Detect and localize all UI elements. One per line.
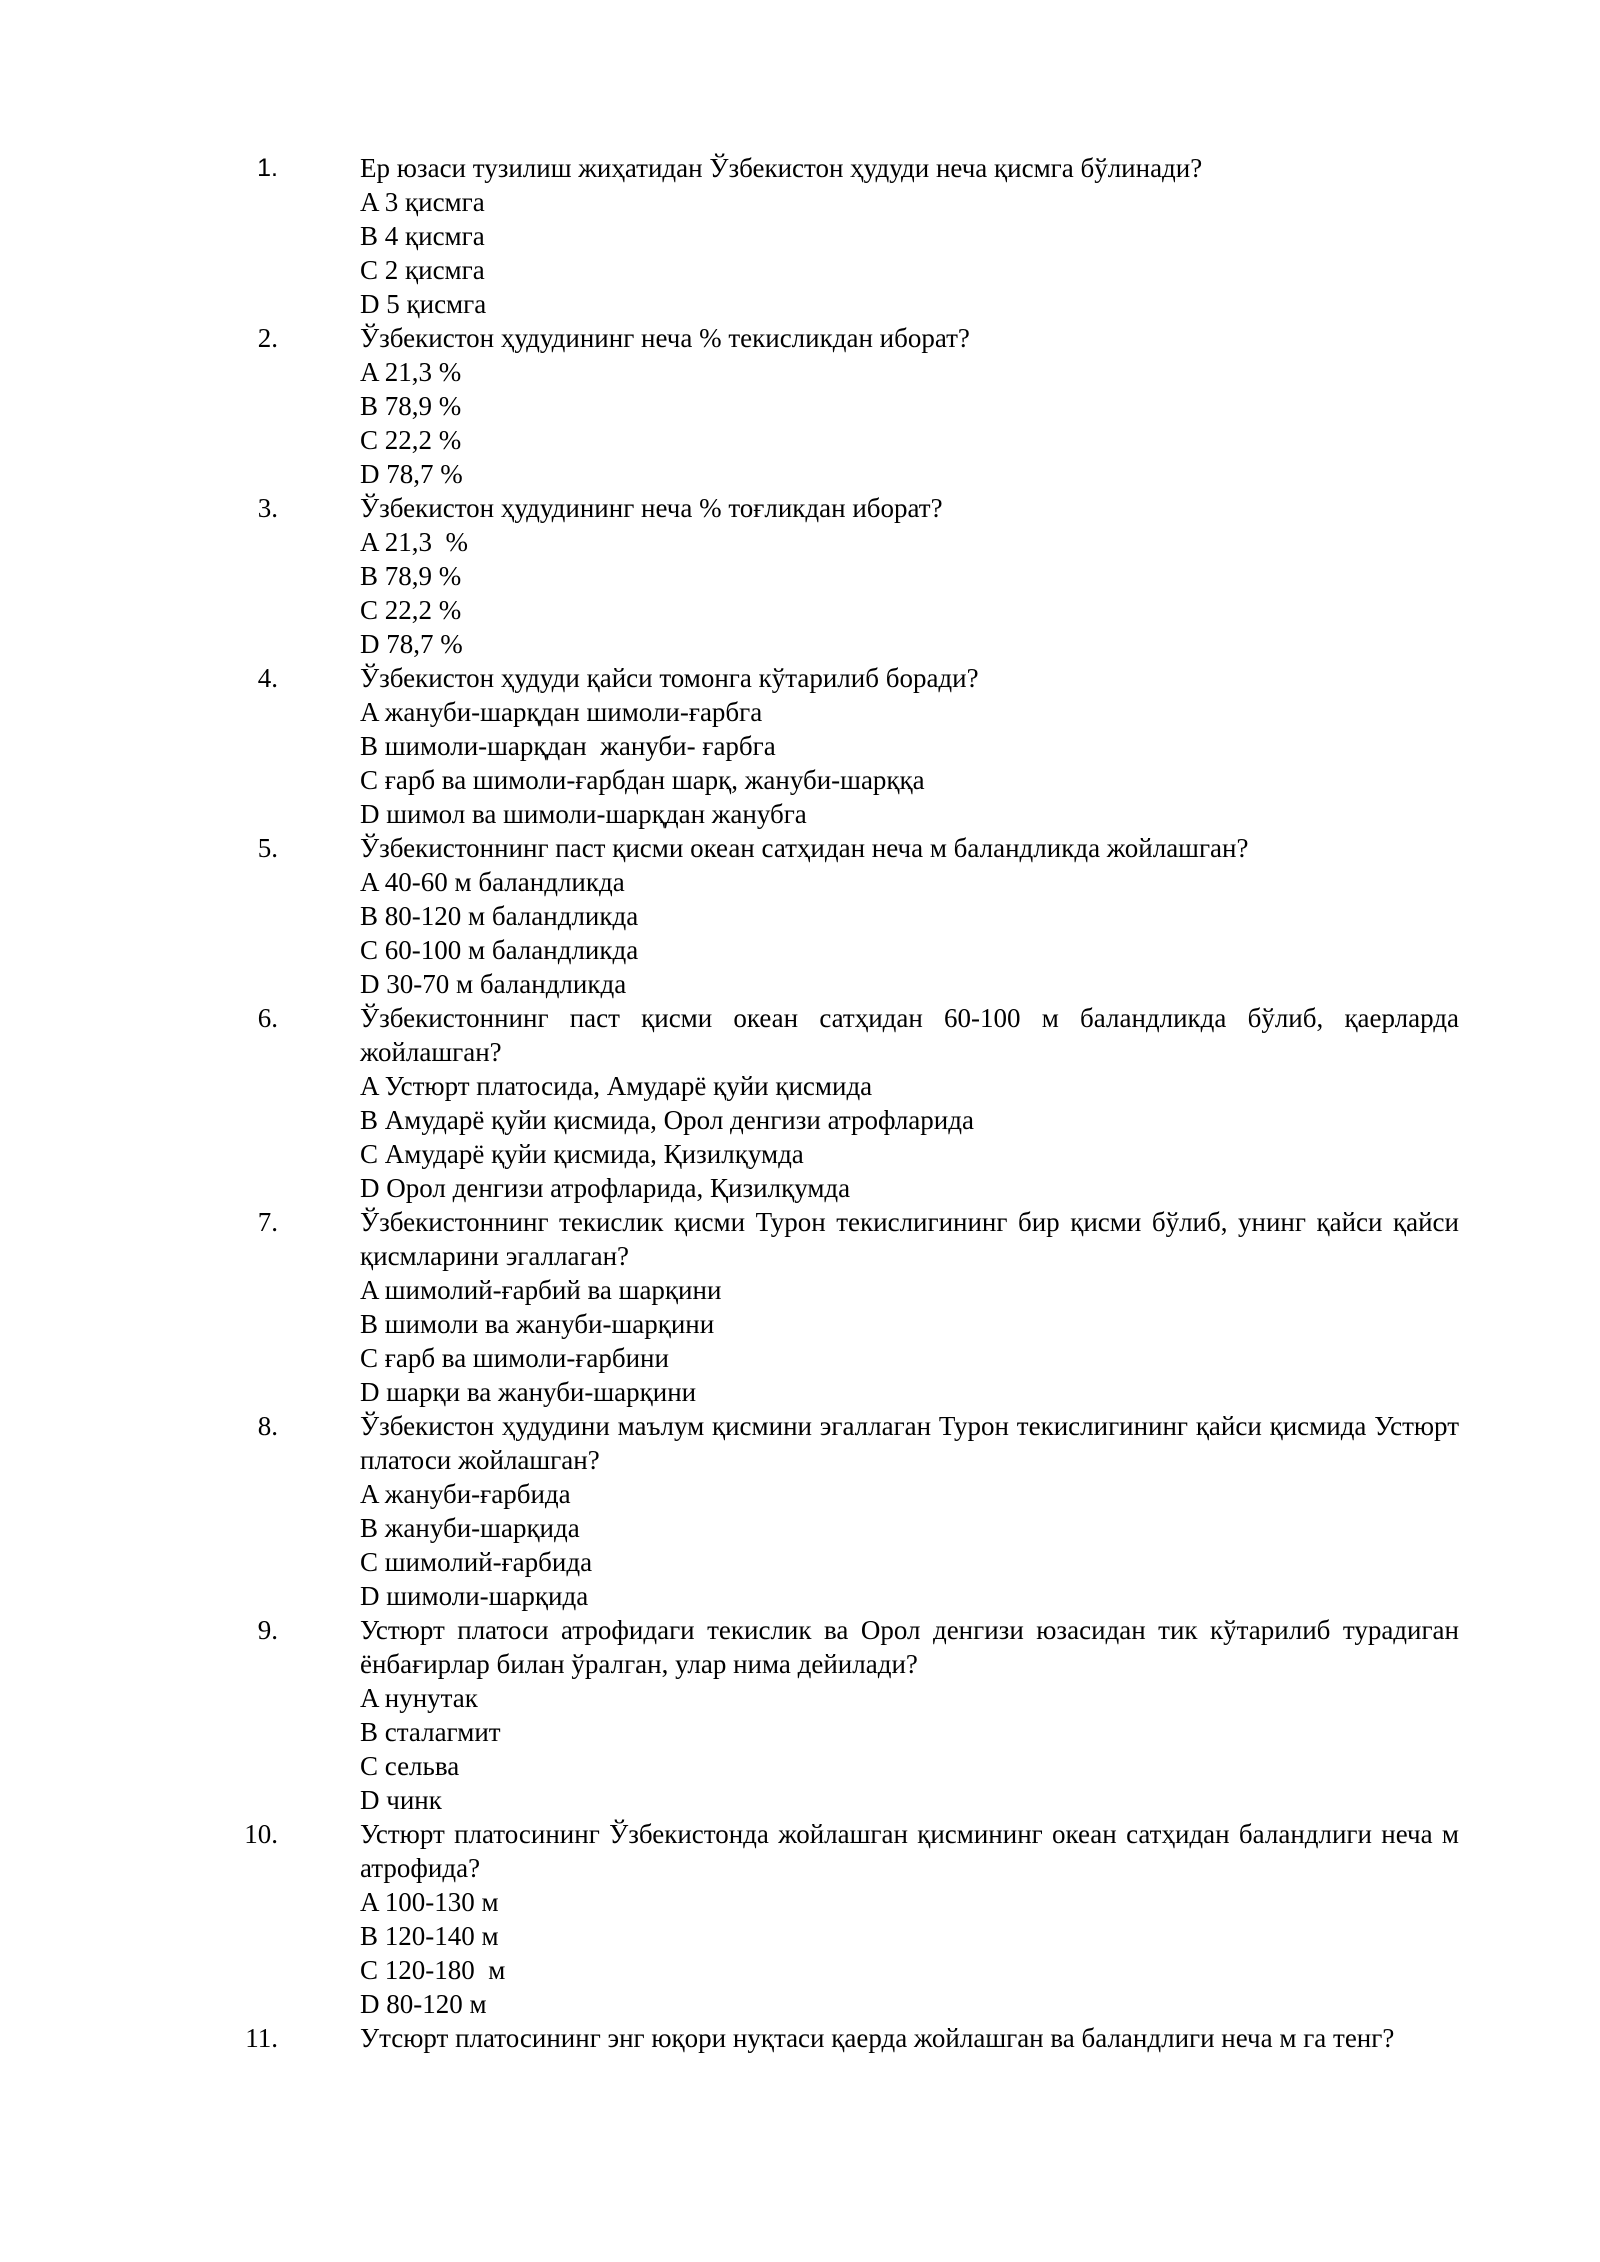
answer-option: D шарқи ва жануби-шарқини [360,1377,697,1407]
question-list [0,151,1600,2055]
question-number: 8. [257,1411,278,1441]
answer-option: D шимоли-шарқида [360,1581,589,1611]
answer-option: B шимоли-шарқдан жануби- ғарбга [360,731,776,761]
question-number: 7. [257,1207,278,1237]
answer-option: D 30-70 м баландликда [360,969,627,999]
answer-option: C Амударё қуйи қисмида, Қизилқумда [360,1139,804,1169]
answer-option: D чинк [360,1785,442,1815]
question-text: Ўзбекистон ҳудудини маълум қисмини эгаллаган Турон текислигининг қайси қисмида Устюрт платоси жойлашган? [360,1411,1466,1475]
question-text: Ўзбекистоннинг паст қисми океан сатҳидан неча м баландликда жойлашган? [360,833,1249,863]
answer-option: A жануби-ғарбида [360,1479,571,1509]
answer-option: A 40-60 м баландликда [360,867,625,897]
answer-option: D 78,7 % [360,629,463,659]
answer-option: C 60-100 м баландликда [360,935,639,965]
question-item [0,1613,1600,1817]
question-text: Ўзбекистон ҳудудининг неча % текисликдан иборат? [360,323,970,353]
question-text: Устюрт платоси атрофидаги текислик ва Орол денгизи юзасидан тик кўтарилиб турадиган ёнбағирлар билан ўралган, улар нима дейилади? [360,1615,1466,1679]
answer-option: B шимоли ва жануби-шарқини [360,1309,715,1339]
question-number: 1. [257,154,278,182]
question-number: 2. [257,323,278,353]
answer-option: D шимол ва шимоли-шарқдан жанубга [360,799,807,829]
question-number: 10. [244,1819,278,1849]
answer-option: B 4 қисмга [360,221,485,251]
answer-option: A нунутак [360,1683,478,1713]
question-item [0,661,1600,831]
answer-option: A Устюрт платосида, Амударё қуйи қисмида [360,1071,873,1101]
question-item [0,831,1600,1001]
question-number: 5. [257,833,278,863]
question-text: Ўзбекистоннинг текислик қисми Турон текислигининг бир қисми бўлиб, унинг қайси қайси қисмларини эгаллаган? [360,1207,1466,1271]
question-number: 11. [245,2023,278,2053]
answer-option: B 80-120 м баландликда [360,901,639,931]
question-item [0,1001,1600,1205]
answer-option: D 5 қисмга [360,289,487,319]
answer-option: B Амударё қуйи қисмида, Орол денгизи атрофларида [360,1105,974,1135]
question-item [0,1817,1600,2021]
answer-option: C шимолий-ғарбида [360,1547,593,1577]
question-item [0,151,1600,321]
answer-option: C сельва [360,1751,460,1781]
answer-option: C ғарб ва шимоли-ғарбини [360,1343,669,1373]
question-item [0,1409,1600,1613]
answer-option: C 22,2 % [360,425,462,455]
question-text: Ўзбекистон ҳудудининг неча % тоғликдан иборат? [360,493,943,523]
answer-option: A 100-130 м [360,1887,499,1917]
question-number: 4. [257,663,278,693]
answer-option: D Орол денгизи атрофларида, Қизилқумда [360,1173,851,1203]
question-number: 6. [257,1003,278,1033]
answer-option: B 78,9 % [360,391,462,421]
answer-option: B 78,9 % [360,561,462,591]
question-item [0,321,1600,491]
question-item [0,2021,1600,2055]
question-text: Ўзбекистон ҳудуди қайси томонга кўтарилиб боради? [360,663,979,693]
question-text: Устюрт платосининг Ўзбекистонда жойлашган қисмининг океан сатҳидан баландлиги неча м атрофида? [360,1819,1466,1883]
answer-option: D 78,7 % [360,459,463,489]
question-item [0,1205,1600,1409]
answer-option: C 120-180 м [360,1955,506,1985]
answer-option: A шимолий-ғарбий ва шарқини [360,1275,722,1305]
answer-option: B сталагмит [360,1717,501,1747]
answer-option: C 2 қисмга [360,255,485,285]
question-item [0,491,1600,661]
answer-option: B 120-140 м [360,1921,499,1951]
answer-option: B жануби-шарқида [360,1513,580,1543]
answer-option: A 3 қисмга [360,187,485,217]
answer-option: D 80-120 м [360,1989,487,2019]
question-text: Утсюрт платосининг энг юқори нуқтаси қаерда жойлашган ва баландлиги неча м га тенг? [360,2023,1395,2053]
answer-option: C 22,2 % [360,595,462,625]
answer-option: C ғарб ва шимоли-ғарбдан шарқ, жануби-шарққа [360,765,925,795]
question-number: 9. [257,1615,278,1645]
question-text: Ер юзаси тузилиш жиҳатидан Ўзбекистон ҳудуди неча қисмга бўлинади? [360,153,1203,183]
answer-option: A жануби-шарқдан шимоли-ғарбга [360,697,763,727]
answer-option: A 21,3 % [360,527,468,557]
answer-option: A 21,3 % [360,357,462,387]
question-number: 3. [257,493,278,523]
question-text: Ўзбекистоннинг паст қисми океан сатҳидан 60-100 м баландликда бўлиб, қаерларда жойлашган? [360,1003,1466,1067]
